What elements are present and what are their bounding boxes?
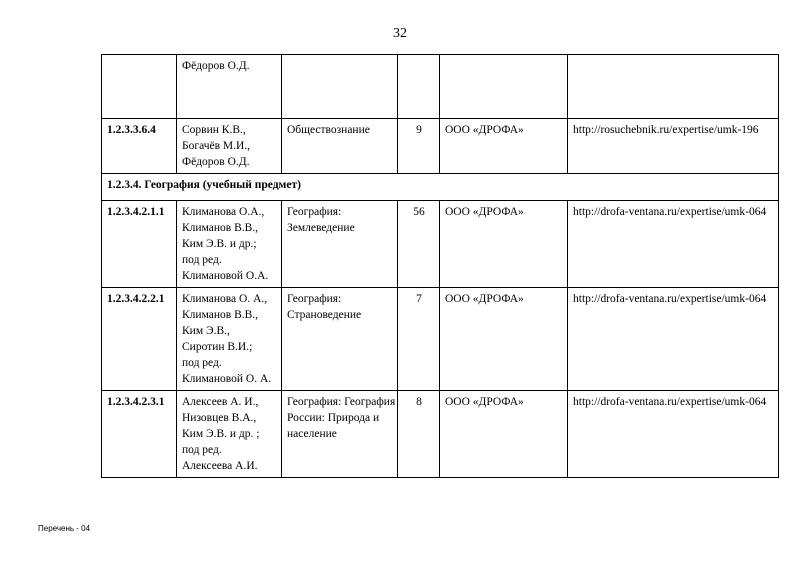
table-row [102,288,779,391]
authors-cell-line: Ким Э.В., [182,325,230,337]
authors-cell-line: под ред. [182,444,222,456]
authors-cell-line: под ред. [182,254,222,266]
entry-code: 1.2.3.4.2.3.1 [102,391,177,478]
authors-cell [177,391,282,478]
authors-cell-line: Климановой О.А. [182,270,269,282]
authors-cell-line: Климанова О.А., [182,206,265,218]
link-cell [568,55,779,119]
entry-code: 1.2.3.4.2.1.1 [102,201,177,288]
authors-cell [177,119,282,174]
authors-cell-line: Ким Э.В. и др. ; [182,428,260,440]
link-cell: http://drofa-ventana.ru/expertise/umk-064 [568,288,779,391]
authors-cell-line: Низовцев В.А., [182,412,257,424]
authors-cell-line: Фёдоров О.Д. [182,60,250,72]
publisher-cell: ООО «ДРОФА» [440,391,568,478]
authors-cell-line: Алексеева А.И. [182,460,258,472]
title-cell-line: География: [287,293,342,305]
table-row [102,391,779,478]
table-row [102,55,779,119]
title-cell [282,288,398,391]
authors-cell-line: Климанова О. А., [182,293,268,305]
authors-cell-line: Климанов В.В., [182,309,259,321]
publisher-cell: ООО «ДРОФА» [440,288,568,391]
authors-cell-line: под ред. [182,357,222,369]
publisher-cell: ООО «ДРОФА» [440,119,568,174]
title-cell-line: География: [287,206,342,218]
section-row [102,174,779,201]
authors-cell-line: Алексеев А. И., [182,396,259,408]
grade-cell: 7 [398,288,440,391]
entry-code: 1.2.3.3.6.4 [102,119,177,174]
title-cell-line: России: Природа и [287,412,380,424]
title-cell-line: Землеведение [287,222,355,234]
publisher-cell [440,55,568,119]
authors-cell [177,201,282,288]
table-row [102,201,779,288]
title-cell-line: население [287,428,337,440]
link-cell: http://rosuchebnik.ru/expertise/umk-196 [568,119,779,174]
grade-cell: 56 [398,201,440,288]
title-cell [282,55,398,119]
title-cell-line: Страноведение [287,309,362,321]
title-cell [282,391,398,478]
title-cell-line: География: География [287,396,396,408]
footer-text: Перечень - 04 [38,524,91,533]
page-number: 32 [393,26,407,41]
authors-cell-line: Ким Э.В. и др.; [182,238,257,250]
grade-cell: 9 [398,119,440,174]
entry-code: 1.2.3.4.2.2.1 [102,288,177,391]
publisher-cell: ООО «ДРОФА» [440,201,568,288]
authors-cell-line: Климановой О. А. [182,373,272,385]
authors-cell-line: Сорвин К.В., [182,124,246,136]
grade-cell [398,55,440,119]
authors-cell [177,55,282,119]
link-cell: http://drofa-ventana.ru/expertise/umk-064 [568,391,779,478]
table-row [102,119,779,174]
authors-cell-line: Фёдоров О.Д. [182,156,250,168]
title-cell-line: Обществознание [287,124,370,136]
textbook-table [101,54,779,478]
grade-cell: 8 [398,391,440,478]
authors-cell-line: Богачёв М.И., [182,140,251,152]
link-cell: http://drofa-ventana.ru/expertise/umk-064 [568,201,779,288]
title-cell [282,201,398,288]
entry-code [102,55,177,119]
authors-cell-line: Сиротин В.И.; [182,341,253,353]
authors-cell [177,288,282,391]
title-cell [282,119,398,174]
authors-cell-line: Климанов В.В., [182,222,259,234]
section-title: 1.2.3.4. География (учебный предмет) [102,174,779,201]
